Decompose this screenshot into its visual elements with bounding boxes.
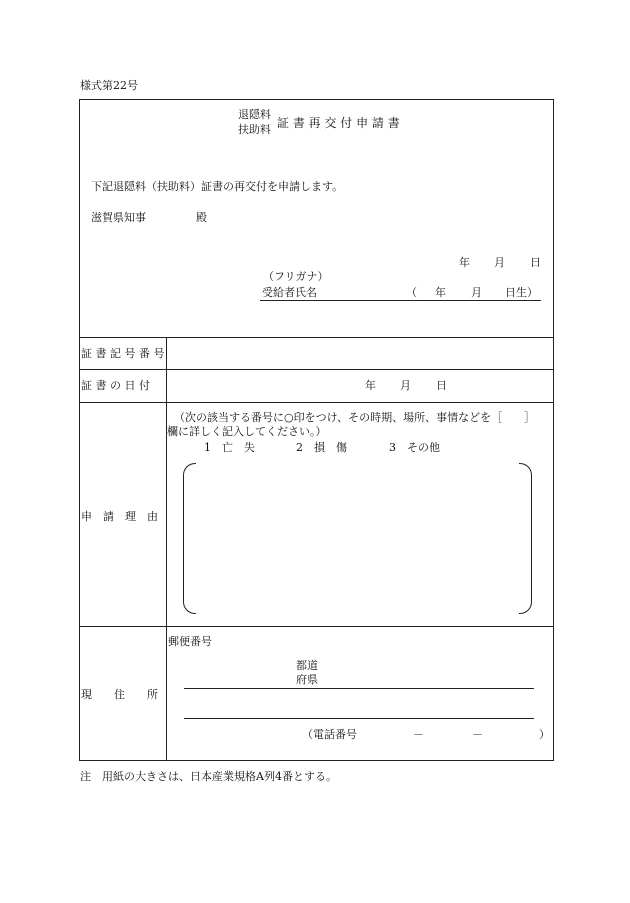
footnote: 注 用紙の大きさは、日本産業規格A列4番とする。 <box>80 770 337 783</box>
certificate-date-day: 日 <box>436 379 447 392</box>
birth-year-label: 年 <box>435 286 446 299</box>
request-statement: 下記退隠料（扶助料）証書の再交付を申請します。 <box>91 180 344 193</box>
phone-dash-2: － <box>472 728 483 741</box>
recipient-name-label: 受給者氏名 <box>262 286 317 299</box>
birth-day-label: 日生） <box>505 286 538 299</box>
reason-left-bracket <box>183 463 196 614</box>
addressee-honorific: 殿 <box>196 211 207 224</box>
date-day: 日 <box>530 256 541 269</box>
reason-instruction-line2: 欄に詳しく記入してください。） <box>167 425 327 438</box>
postal-code-label: 郵便番号 <box>168 635 212 648</box>
prefecture-top-label: 都道 <box>296 659 318 672</box>
reason-right-bracket <box>519 463 532 614</box>
label-column-divider <box>166 337 167 761</box>
certificate-number-field[interactable] <box>168 338 552 368</box>
phone-dash-1: － <box>413 728 424 741</box>
address-line-1[interactable] <box>184 688 534 689</box>
prefecture-bottom-label: 府県 <box>296 673 318 686</box>
row-divider-4 <box>79 626 554 627</box>
reason-instruction-line1: （次の該当する番号に○印をつけ、その時期、場所、事情などを［ ］ <box>174 411 536 424</box>
form-title: 証 書 再 交 付 申 請 書 <box>277 116 400 130</box>
birth-open-paren: （ <box>406 286 417 299</box>
phone-label: （電話番号 <box>302 728 357 741</box>
reason-option-lost[interactable]: 1 亡 失 <box>204 441 255 454</box>
certificate-number-label: 証 書 記 号 番 号 <box>81 347 165 360</box>
furigana-label: （フリガナ） <box>263 270 329 283</box>
row-divider-3 <box>79 402 554 403</box>
address-label: 現 住 所 <box>81 688 158 701</box>
reason-option-damaged[interactable]: 2 損 傷 <box>296 441 347 454</box>
recipient-name-underline <box>260 300 541 301</box>
title-stacked-bottom: 扶助料 <box>238 123 271 136</box>
date-month: 月 <box>494 256 505 269</box>
birth-month-label: 月 <box>471 286 482 299</box>
reason-detail-field[interactable] <box>182 463 532 613</box>
row-divider-2 <box>79 369 554 370</box>
certificate-date-label: 証 書 の 日 付 <box>81 379 150 392</box>
addressee-name: 滋賀県知事 <box>91 211 146 224</box>
certificate-date-month: 月 <box>400 379 411 392</box>
address-line-2[interactable] <box>184 718 534 719</box>
form-number: 様式第22号 <box>80 79 138 92</box>
date-year: 年 <box>459 256 470 269</box>
title-stacked-top: 退隠料 <box>238 108 271 121</box>
phone-close-paren: ） <box>539 728 550 741</box>
certificate-date-year: 年 <box>365 379 376 392</box>
reason-label: 申 請 理 由 <box>81 510 158 523</box>
reason-option-other[interactable]: 3 その他 <box>389 441 440 454</box>
